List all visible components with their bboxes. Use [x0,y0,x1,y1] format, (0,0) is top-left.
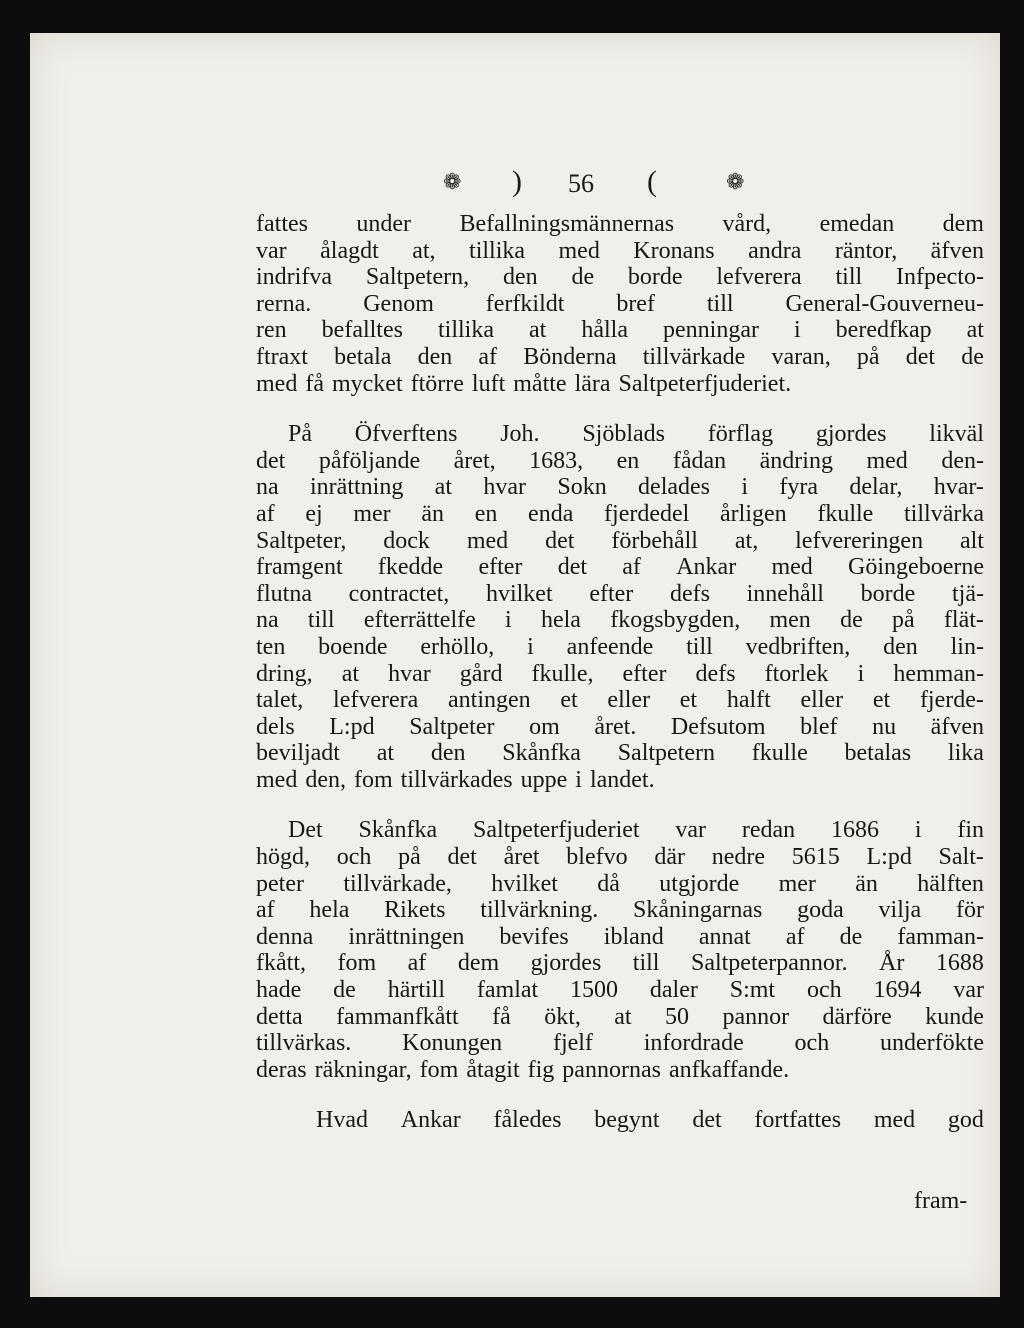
text-line: na till efterrättelfe i hela fkogsbygden, men de på flät- [256,607,984,634]
text-line: na inrättning at hvar Sokn delades i fyra delar, hvar- [256,474,984,501]
text-line: var ålagdt at, tillika med Kronans andra räntor, äfven [256,237,984,264]
header-paren-right: ( [647,165,657,198]
paragraph [256,1107,984,1134]
paragraph [256,211,984,397]
book-page [30,33,1000,1297]
paragraph-gap [256,1083,984,1107]
page-header [30,165,1000,205]
text-line: ten boende erhöllo, i anfeende till vedbriften, den lin- [256,633,984,660]
text-line: fkått, fom af dem gjordes till Saltpeterpannor. År 1688 [256,950,984,977]
text-line: detta fammanfkått få ökt, at 50 pannor därföre kunde [256,1003,984,1030]
text-line: peter tillvärkade, hvilket då utgjorde mer än hälften [256,870,984,897]
paragraph [256,421,984,793]
text-line: rerna. Genom ferfkildt bref till General-Gouverneu- [256,290,984,317]
text-line: ren befalltes tillika at hålla penningar i beredfkap at [256,317,984,344]
text-line: högd, och på det året blefvo där nedre 5615 L:pd Salt- [256,844,984,871]
text-line: med få mycket ftörre luft måtte lära Saltpeterfjuderiet. [256,370,792,397]
text-line: indrifva Saltpetern, den de borde lefverera till Infpecto- [256,264,984,291]
text-line: Hvad Ankar fåledes begynt det fortfattes med god [316,1107,984,1134]
page-number: 56 [568,169,594,198]
text-line: framgent fkedde efter det af Ankar med Göingeboerne [256,554,984,581]
paragraph-gap [256,793,984,817]
ornament-right-icon: ❁ [726,169,745,194]
text-line: denna inrättningen bevifes ibland annat af de famman- [256,923,984,950]
text-line: med den, fom tillvärkades uppe i landet. [256,766,655,793]
paragraph [256,817,984,1083]
text-line: dels L:pd Saltpeter om året. Defsutom blef nu äfven [256,713,984,740]
text-line: talet, lefverera antingen et eller et halft eller et fjerde- [256,687,984,714]
text-line: flutna contractet, hvilket efter defs innehåll borde tjä- [256,580,984,607]
text-line: Saltpeter, dock med det förbehåll at, lefvereringen alt [256,527,984,554]
text-line: af ej mer än en enda fjerdedel årligen fkulle tillvärka [256,500,984,527]
paragraph-gap [256,397,984,421]
text-line: ftraxt betala den af Bönderna tillvärkade varan, på det de [256,343,984,370]
text-line: beviljadt at den Skånfka Saltpetern fkulle betalas lika [256,740,984,767]
ornament-left-icon: ❁ [443,169,462,194]
text-line: deras räkningar, fom åtagit fig pannornas anfkaffande. [256,1056,790,1083]
text-line: det påföljande året, 1683, en fådan ändring med den- [256,447,984,474]
header-paren-left: ) [512,165,522,198]
text-line: fattes under Befallningsmännernas vård, emedan dem [256,211,984,237]
text-line: Det Skånfka Saltpeterfjuderiet var redan 1686 i fin [288,817,984,844]
text-line: af hela Rikets tillvärkning. Skåningarnas goda vilja för [256,897,984,924]
catchword: fram- [914,1188,968,1214]
text-line: På Öfverftens Joh. Sjöblads förflag gjordes likväl [288,421,984,448]
text-line: tillvärkas. Konungen fjelf infordrade och underfökte [256,1030,984,1057]
text-line: hade de härtill famlat 1500 daler S:mt och 1694 var [256,977,984,1004]
body-text [256,211,984,1134]
text-line: dring, at hvar gård fkulle, efter defs ftorlek i hemman- [256,660,984,687]
